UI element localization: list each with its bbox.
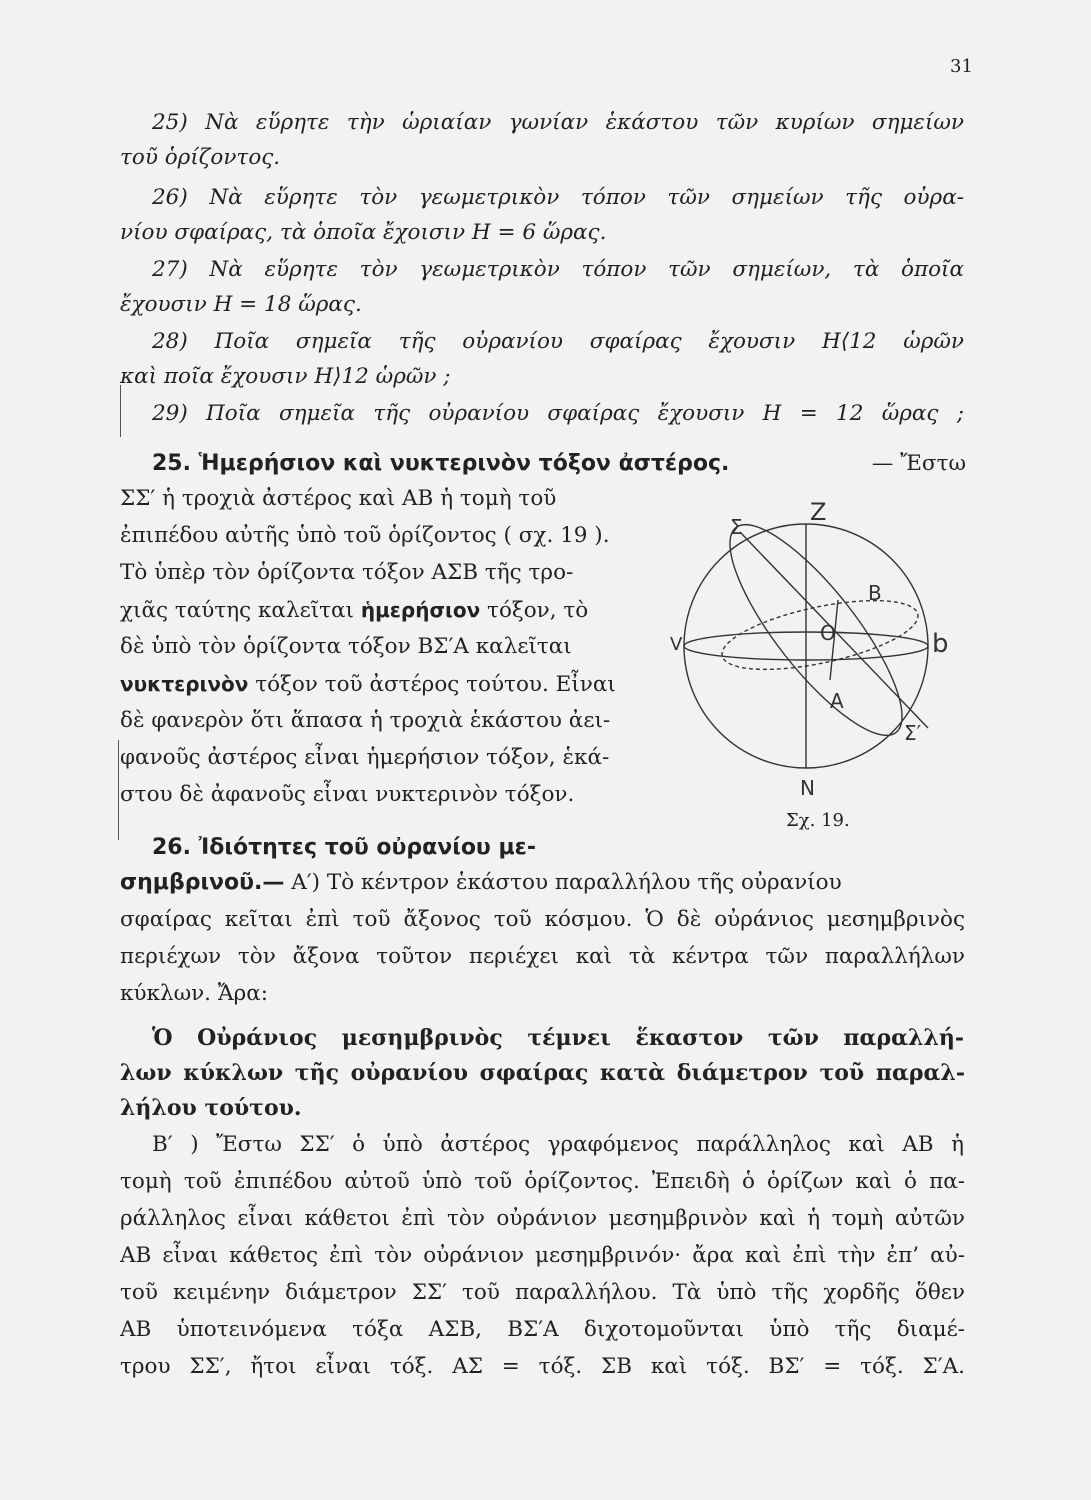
label-b-handwritten: b	[932, 629, 949, 659]
section-26-line: περιέχων τὸν ἄξονα τοῦτον περιέχει καὶ τὰ κέντρα τῶν παραλλήλων	[120, 944, 965, 969]
theorem-line: λων κύκλων τῆς οὐρανίου σφαίρας κατὰ διάμετρον τοῦ παραλ-	[120, 1060, 965, 1086]
section-26-b-line: τρου ΣΣ′, ἤτοι εἶναι τόξ. ΑΣ = τόξ. ΣΒ καὶ τόξ. ΒΣ′ = τόξ. Σ′Α.	[120, 1354, 965, 1379]
exercise-25-line-2: τοῦ ὁρίζοντος.	[120, 145, 281, 170]
label-v: V	[670, 634, 683, 655]
section-25-line	[120, 595, 588, 626]
section-25-line: ἐπιπέδου αὐτῆς ὑπὸ τοῦ ὁρίζοντος ( σχ. 19 ).	[120, 523, 610, 548]
margin-mark	[118, 740, 119, 840]
page-number: 31	[950, 56, 973, 77]
text-span: Α′) Τὸ κέντρον ἑκάστου παραλλήλου τῆς οὐρανίου	[291, 870, 842, 895]
label-sigma-prime: Σ′	[904, 721, 922, 745]
section-26-line: κύκλων. Ἄρα:	[120, 981, 269, 1006]
section-26-b-line: τοῦ κειμένην διάμετρον ΣΣ′ τοῦ παραλλήλου. Τὰ ὑπὸ τῆς χορδῆς ὅθεν	[120, 1280, 965, 1305]
celestial-sphere-figure	[660, 490, 960, 840]
term-hemerision: ἡμερήσιον	[360, 598, 481, 622]
section-26-line	[120, 868, 965, 898]
exercise-26-line-2: νίου σφαίρας, τὰ ὁποῖα ἔχοισιν Η = 6 ὥρας.	[120, 220, 607, 245]
section-26-b-line: ΑΒ ὑποτεινόμενα τόξα ΑΣΒ, ΒΣ′Α διχοτομοῦνται ὑπὸ τῆς διαμέ-	[120, 1317, 965, 1342]
section-25-line	[120, 669, 616, 700]
section-26-b-line: ράλληλος εἶναι κάθετοι ἐπὶ τὸν οὐράνιον μεσημβρινὸν καὶ ἡ τομὴ αὐτῶν	[120, 1206, 965, 1231]
term-nykterinon: νυκτερινὸν	[120, 672, 249, 696]
exercise-26-line-1: 26) Νὰ εὕρητε τὸν γεωμετρικὸν τόπον τῶν σημείων τῆς οὐρα-	[152, 185, 964, 210]
section-25-line: ΣΣ′ ἡ τροχιὰ ἀστέρος καὶ ΑΒ ἡ τομὴ τοῦ	[120, 486, 557, 511]
section-26-b-line: τομὴ τοῦ ἐπιπέδου αὐτοῦ ὑπὸ τοῦ ὁρίζοντος. Ἐπειδὴ ὁ ὁρίζων καὶ ὁ πα-	[120, 1169, 965, 1194]
text-span: τόξον, τὸ	[487, 598, 589, 623]
label-o: O	[820, 621, 836, 645]
label-z: Z	[810, 498, 827, 526]
section-25-line: δὲ φανερὸν ὅτι ἅπασα ἡ τροχιὰ ἑκάστου ἀει-	[120, 708, 611, 733]
section-25-line: Τὸ ὑπὲρ τὸν ὁρίζοντα τόξον ΑΣΒ τῆς τρο-	[120, 560, 574, 585]
section-25-heading-line	[152, 449, 966, 479]
section-26-title-line-2: σημβρινοῦ.—	[120, 870, 285, 895]
section-26-b-line: Β′ ) Ἔστω ΣΣ′ ὁ ὑπὸ ἀστέρος γραφόμενος παράλληλος καὶ ΑΒ ἡ	[152, 1132, 964, 1157]
section-26-line: σφαίρας κεῖται ἐπὶ τοῦ ἄξονος τοῦ κόσμου. Ὁ δὲ οὐράνιος μεσημβρινὸς	[120, 907, 965, 932]
label-sigma: Σ	[730, 515, 743, 539]
star-orbit-ellipse	[704, 503, 927, 757]
section-26-title-line-1: 26. Ἰδιότητες τοῦ οὐρανίου με-	[152, 835, 537, 860]
section-25-line: φανοῦς ἀστέρος εἶναι ἡμερήσιον τόξον, ἑκά-	[120, 745, 610, 770]
exercise-27-line-2: ἔχουσιν Η = 18 ὥρας.	[120, 292, 362, 317]
theorem-line: Ὁ Οὐράνιος μεσημβρινὸς τέμνει ἕκαστον τῶν παραλλή-	[152, 1025, 964, 1051]
label-n: N	[800, 776, 815, 800]
text-span: τόξον τοῦ ἀστέρος τούτου. Εἶναι	[255, 672, 616, 697]
exercise-25-line-1: 25) Νὰ εὕρητε τὴν ὡριαίαν γωνίαν ἑκάστου τῶν κυρίων σημείων	[152, 110, 964, 135]
section-26-b-line: ΑΒ εἶναι κάθετος ἐπὶ τὸν οὐράνιον μεσημβρινόν· ἄρα καὶ ἐπὶ τὴν ἐπ’ αὐ-	[120, 1243, 965, 1268]
label-a: A	[830, 689, 844, 713]
section-25-line: στου δὲ ἀφανοῦς εἶναι νυκτερινὸν τόξον.	[120, 782, 575, 807]
section-25-title-rest: — Ἔστω	[871, 451, 966, 476]
margin-mark	[120, 385, 121, 437]
text-span: χιᾶς ταύτης καλεῖται	[120, 598, 354, 623]
figure-caption: Σχ. 19.	[786, 810, 850, 831]
exercise-28-line-2: καὶ ποῖα ἔχουσιν Η⟩12 ὡρῶν ;	[120, 364, 451, 389]
exercise-28-line-1: 28) Ποῖα σημεῖα τῆς οὐρανίου σφαίρας ἔχουσιν Η⟨12 ὡρῶν	[152, 329, 964, 354]
theorem-line: λήλου τούτου.	[120, 1095, 302, 1121]
exercise-27-line-1: 27) Νὰ εὕρητε τὸν γεωμετρικὸν τόπον τῶν σημείων, τὰ ὁποῖα	[152, 257, 964, 282]
section-25-line: δὲ ὑπὸ τὸν ὁρίζοντα τόξον ΒΣ′Α καλεῖται	[120, 634, 572, 659]
section-25-title: 25. Ἡμερήσιον καὶ νυκτερινὸν τόξον ἀστέρος.	[152, 451, 730, 476]
exercise-29-line-1: 29) Ποῖα σημεῖα τῆς οὐρανίου σφαίρας ἔχουσιν Η = 12 ὥρας ;	[152, 401, 964, 426]
label-b: B	[868, 581, 882, 605]
